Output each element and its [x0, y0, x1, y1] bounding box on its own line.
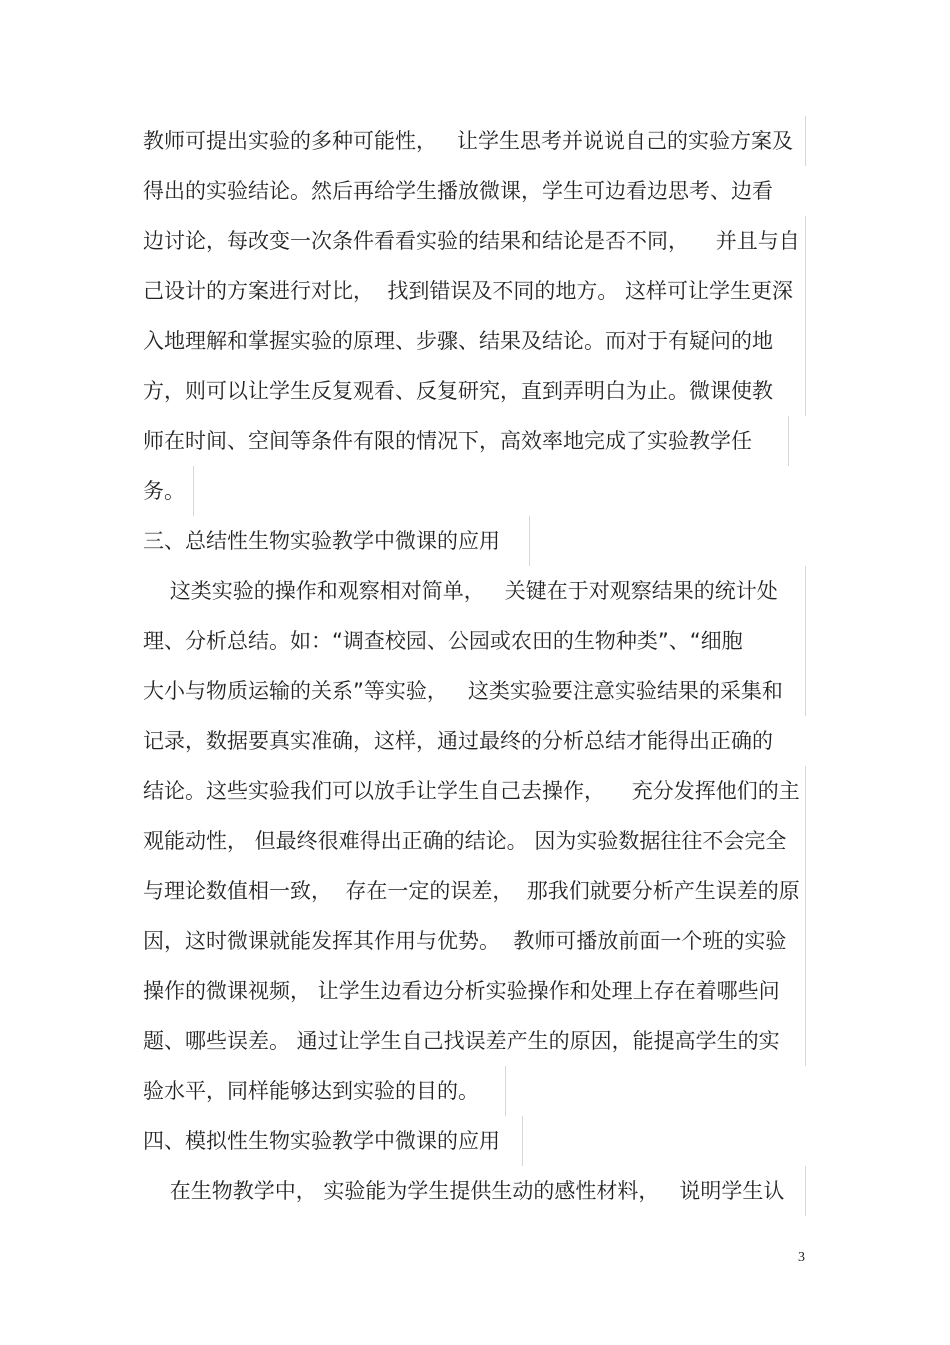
- text-line: 观能动性， 但最终很难得出正确的结论。 因为实验数据往往不会完全: [143, 816, 806, 866]
- text-line: 题、哪些误差。 通过让学生自己找误差产生的原因，能提高学生的实: [143, 1016, 806, 1066]
- text-line: 在生物教学中， 实验能为学生提供生动的感性材料， 说明学生认: [143, 1166, 806, 1216]
- text-line: 师在时间、空间等条件有限的情况下，高效率地完成了实验教学任: [143, 416, 789, 466]
- section-heading: 三、总结性生物实验教学中微课的应用: [143, 516, 530, 566]
- text-line: 教师可提出实验的多种可能性， 让学生思考并说说自己的实验方案及: [143, 116, 806, 166]
- text-line: 入地理解和掌握实验的原理、步骤、结果及结论。而对于有疑问的地: [143, 316, 806, 366]
- text-line: 边讨论，每改变一次条件看看实验的结果和结论是否不同， 并且与自: [143, 216, 806, 266]
- text-line: 务。: [143, 466, 194, 516]
- text-line: 操作的微课视频， 让学生边看边分析实验操作和处理上存在着哪些问: [143, 966, 806, 1016]
- text-line: 因，这时微课就能发挥其作用与优势。 教师可播放前面一个班的实验: [143, 916, 806, 966]
- text-line: 理、分析总结。如：“调查校园、公园或农田的生物种类”、“细胞: [143, 616, 806, 666]
- text-line: 大小与物质运输的关系”等实验， 这类实验要注意实验结果的采集和: [143, 666, 806, 716]
- text-line: 验水平，同样能够达到实验的目的。: [143, 1066, 506, 1116]
- text-line: 得出的实验结论。然后再给学生播放微课，学生可边看边思考、边看: [143, 179, 773, 203]
- text-line: 记录，数据要真实准确，这样，通过最终的分析总结才能得出正确的: [143, 729, 773, 753]
- page-number: 3: [798, 1250, 805, 1265]
- section-heading: 四、模拟性生物实验教学中微课的应用: [143, 1116, 523, 1166]
- text-line: 这类实验的操作和观察相对简单， 关键在于对观察结果的统计处: [143, 566, 806, 616]
- text-line: 与理论数值相一致， 存在一定的误差， 那我们就要分析产生误差的原: [143, 866, 806, 916]
- text-line: 结论。这些实验我们可以放手让学生自己去操作， 充分发挥他们的主: [143, 766, 806, 816]
- text-line: 己设计的方案进行对比， 找到错误及不同的地方。 这样可让学生更深: [143, 266, 806, 316]
- text-line: 方，则可以让学生反复观看、反复研究，直到弄明白为止。微课使教: [143, 366, 806, 416]
